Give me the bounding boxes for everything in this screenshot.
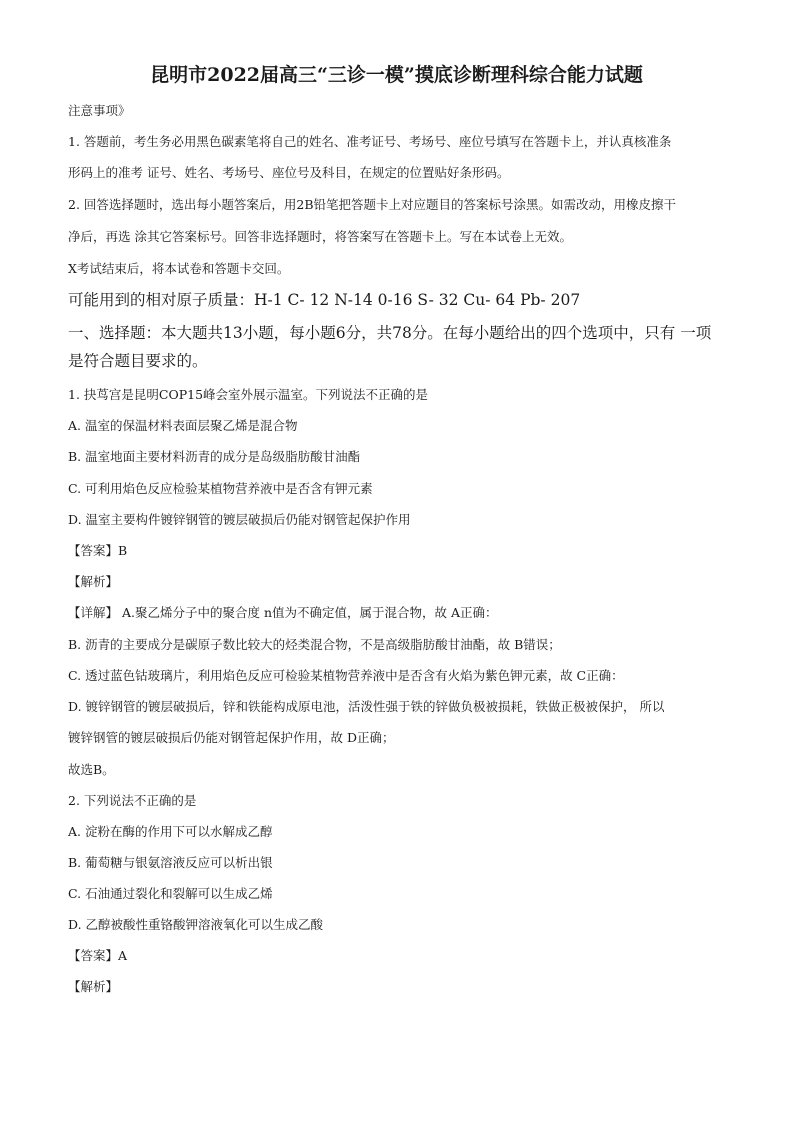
- notice-item-2-line-1: 2. 回答选择题时，选出每小题答案后，用2B铅笔把答题卡上对应题目的答案标号涂黑。如需改动，用橡皮擦干: [68, 197, 677, 212]
- q1-conclusion: 故选B。: [68, 762, 115, 777]
- q2-option-b: B. 葡萄糖与银氨溶液反应可以析出银: [68, 855, 273, 870]
- section-heading-line-1: 一、选择题：本大题共13小题，每小题6分，共78分。在每小题给出的四个选项中，只有 一项: [68, 324, 712, 342]
- notice-item-3: X考试结束后，将本试卷和答题卡交回。: [68, 261, 290, 276]
- q1-detail-1: 【详解】 A.聚乙烯分子中的聚合度 n值为不确定值，属于混合物，故 A正确：: [68, 605, 498, 620]
- q2-stem: 2. 下列说法不正确的是: [68, 793, 197, 808]
- section-heading-line-2: 是符合题目要求的。: [68, 352, 208, 370]
- notice-item-2-line-2: 净后，再选 涂其它答案标号。回答非选择题时，将答案写在答题卡上。写在本试卷上无效。: [68, 229, 572, 244]
- q1-option-d: D. 温室主要构件镀锌钢管的镀层破损后仍能对钢管起保护作用: [68, 512, 411, 527]
- q1-stem: 1. 抉茑宫是昆明COP15峰会室外展示温室。下列说法不正确的是: [68, 387, 429, 402]
- q2-analysis-heading: 【解析】: [68, 979, 119, 994]
- q1-option-b: B. 温室地面主要材料沥青的成分是岛级脂肪酸甘油酯: [68, 449, 361, 464]
- q2-option-a: A. 淀粉在酶的作用下可以水解成乙醇: [68, 824, 273, 839]
- q1-analysis-heading: 【解析】: [68, 574, 119, 589]
- page-title: 昆明市2022届高三“三诊一模”摸底诊断理科综合能力试题: [150, 64, 643, 86]
- notice-heading: 注意事项》: [68, 103, 131, 118]
- q1-option-a: A. 温室的保温材料表面层聚乙烯是混合物: [68, 418, 298, 433]
- q2-answer: 【答案】A: [68, 948, 128, 963]
- q1-option-c: C. 可利用焰色反应检验某植物营养液中是否含有钾元素: [68, 481, 373, 496]
- q2-option-d: D. 乙醇被酸性重铬酸钾溶液氧化可以生成乙酸: [68, 917, 324, 932]
- q1-detail-4-line-1: D. 镀锌钢管的镀层破损后，锌和铁能构成原电池，活泼性强于铁的锌做负极被损耗，铁做正极被保护， 所以: [68, 699, 665, 714]
- q1-detail-3: C. 透过蓝色钴玻璃片，利用焰色反应可检验某植物营养液中是否含有火焰为紫色钾元素，故 C正确：: [68, 668, 624, 683]
- q1-answer: 【答案】B: [68, 543, 128, 558]
- atomic-mass-line: 可能用到的相对原子质量：H-1 C- 12 N-14 0-16 S- 32 Cu- 64 Pb- 207: [68, 291, 581, 309]
- q2-option-c: C. 石油通过裂化和裂解可以生成乙烯: [68, 886, 273, 901]
- notice-item-1-line-1: 1. 答题前，考生务必用黑色碳素笔将自己的姓名、准考证号、考场号、座位号填写在答题卡上，并认真核准条: [68, 134, 672, 149]
- q1-detail-4-line-2: 镀锌钢管的镀层破损后仍能对钢管起保护作用，故 D正确；: [68, 730, 395, 745]
- notice-item-1-line-2: 形码上的准考 证号、姓名、考场号、座位号及科目，在规定的位置贴好条形码。: [68, 165, 510, 180]
- q1-detail-2: B. 沥青的主要成分是碳原子数比较大的烃类混合物，不是高级脂肪酸甘油酯，故 B错误；: [68, 637, 561, 652]
